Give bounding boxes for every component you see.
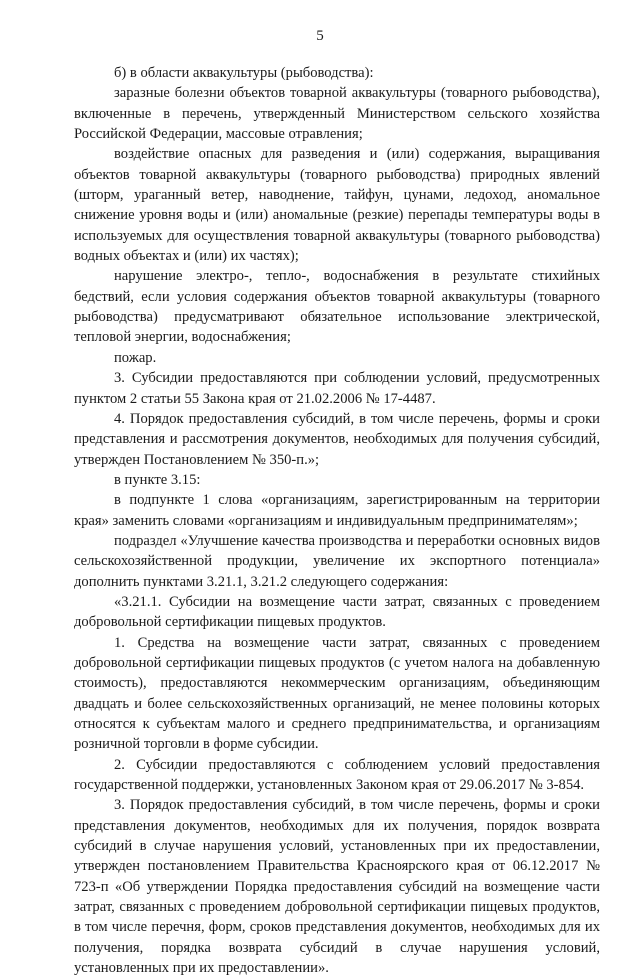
- paragraph-utility-disruption: нарушение электро-, тепло-, водоснабжения в результате стихийных бедствий, если условия содержания объектов товарной аквакультуры (товарного рыбоводства) предусматривают обязательное использование электрической, тепловой энергии, водоснабжения;: [74, 268, 600, 346]
- paragraph-subsection-quality: подраздел «Улучшение качества производства и переработки основных видов сельскохозяйственной продукции, увеличение их экспортного потенциала» дополнить пунктами 3.21.1, 3.21.2 следующего содержания:: [74, 532, 600, 590]
- paragraph-clause-3-15: в пункте 3.15:: [114, 471, 201, 488]
- paragraph-item-3-conditions: 3. Субсидии предоставляются при соблюдении условий, предусмотренных пунктом 2 статьи 55 Закона края от 21.02.2006 № 17-4487.: [74, 370, 600, 407]
- paragraph-clause-3-21-1: «3.21.1. Субсидии на возмещение части затрат, связанных с проведением добровольной сертификации пищевых продуктов.: [74, 593, 600, 631]
- paragraph-item-4-procedure: 4. Порядок предоставления субсидий, в том числе перечень, формы и сроки представления и рассмотрения документов, необходимых для получения субсидий, утвержден Постановлением № 350-п.»;: [74, 410, 600, 468]
- paragraph-fire: пожар.: [114, 349, 157, 366]
- paragraph-subsidy-procedure: 3. Порядок предоставления субсидий, в том числе перечень, формы и сроки представления документов, необходимых для их получения, порядок возврата субсидий в случае нарушения условий, установленных при их предоставлении, утвержден постановлением Правительства Красноярского края от 06.12.2017 № 723-п «Об утверждении Порядка предоставления субсидий на возмещение части затрат, связанных с проведением добровольной сертификации пищевых продуктов, в том числе перечня, форм, сроков представления документов, необходимых для их получения, порядка возврата субсидий в случае нарушения условий, установленных при их предоставлении».: [74, 797, 600, 977]
- paragraph-funds-certification: 1. Средства на возмещение части затрат, связанных с проведением добровольной сертификации пищевых продуктов (с учетом налога на добавленную стоимость), предоставляются некоммерческим организациям, объединяющим двадцать и более сельскохозяйственных организаций, не менее половины которых относятся к субъектам малого и среднего предпринимательства, и организациям розничной торговли в форме субсидии.: [74, 634, 600, 753]
- page-number: 5: [316, 28, 324, 44]
- paragraph-infectious-diseases: заразные болезни объектов товарной аквакультуры (товарного рыбоводства), включенные в перечень, утвержденный Министерством сельского хозяйства Российской Федерации, массовые отравления;: [74, 85, 600, 143]
- paragraph-subclause-1: в подпункте 1 слова «организациям, зарегистрированным на территории края» заменить словами «организациям и индивидуальным предпринимателям»;: [74, 492, 600, 529]
- paragraph-aquaculture-heading: б) в области аквакультуры (рыбоводства):: [114, 65, 374, 81]
- paragraph-subsidy-conditions: 2. Субсидии предоставляются с соблюдением условий предоставления государственной поддержки, установленных Законом края от 29.06.2017 № 3-854.: [74, 756, 600, 794]
- paragraph-natural-phenomena: воздействие опасных для разведения и (или) содержания, выращивания объектов товарной аквакультуры (товарного рыбоводства) природных явлений (шторм, ураганный ветер, наводнение, тайфун, цунами, ледоход, аномальное снижение уровня воды и (или) аномальные (резкие) перепады температуры воды в используемых для осуществления товарной аквакультуры (товарного рыбоводства) водных объектах и (или) их частях);: [74, 146, 600, 265]
- document-body: [74, 63, 600, 978]
